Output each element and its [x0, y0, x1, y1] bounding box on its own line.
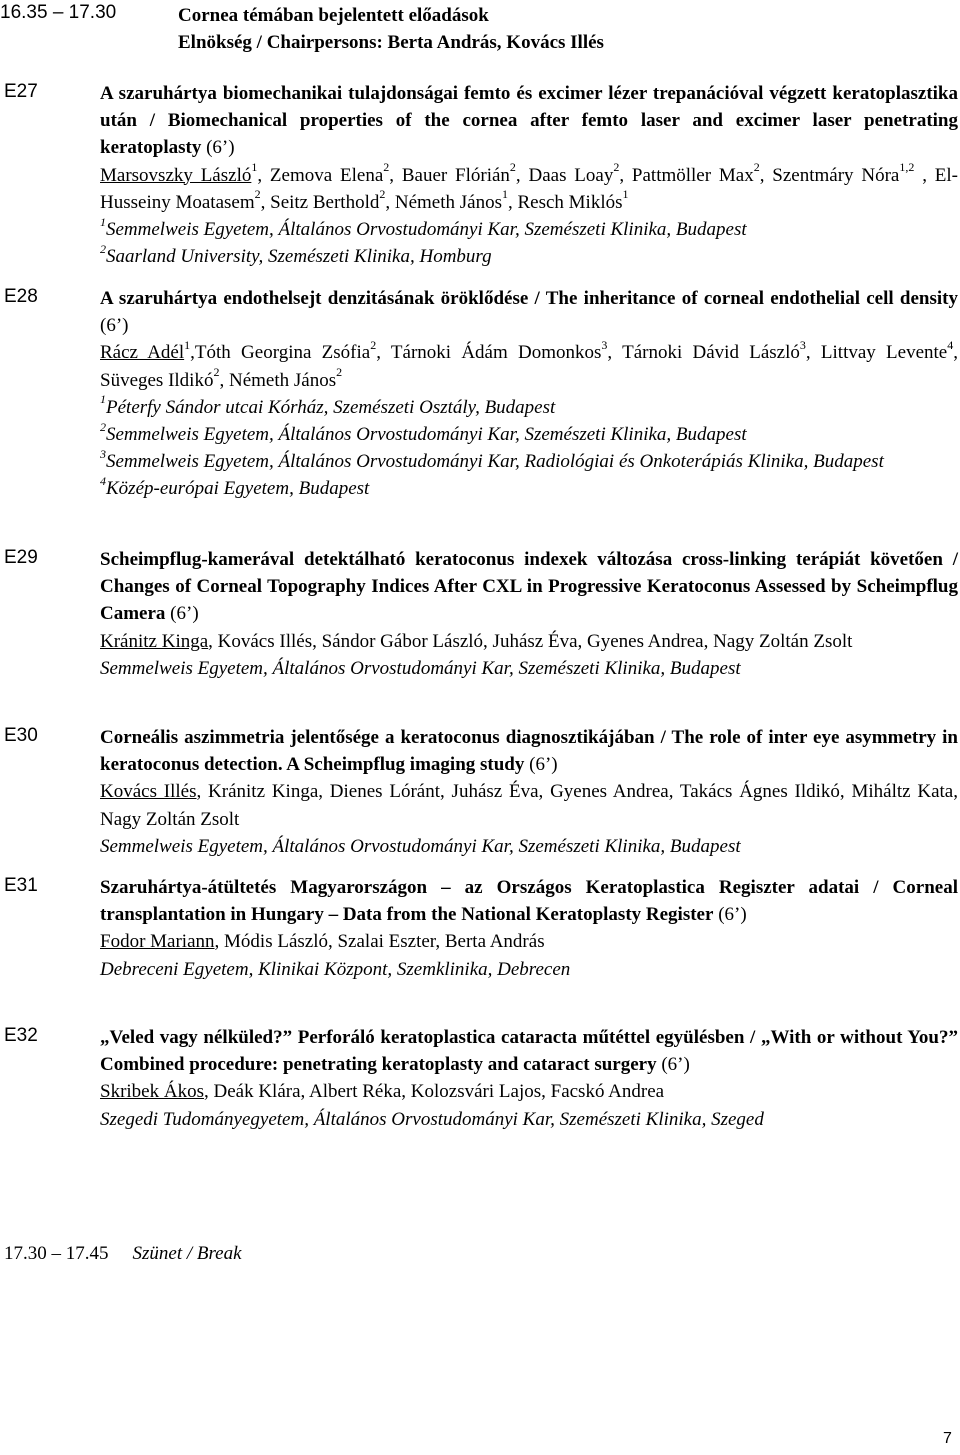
coauthor-affiliation-index: 2: [383, 160, 390, 175]
coauthor-affiliation-index: 2: [370, 338, 377, 353]
author-list: [100, 778, 958, 832]
affiliation: [100, 394, 958, 421]
coauthor-affiliation-index: 2: [753, 160, 760, 175]
affiliation-text: Debreceni Egyetem, Klinikai Központ, Szemklinika, Debrecen: [100, 958, 571, 980]
talk-duration: (6’): [718, 904, 747, 926]
author-list: [100, 162, 958, 216]
talk-duration: (6’): [100, 315, 129, 337]
session-time: 16.35 – 17.30: [0, 2, 117, 23]
abstract-title-text: „Veled vagy nélküled?” Perforáló keratoplastica cataracta műtéttel együlésben / „With or without You?” Combined procedure: penetrating keratoplasty and cataract surgery: [100, 1027, 958, 1076]
abstract-title: [100, 874, 958, 928]
affiliation-text: Péterfy Sándor utcai Kórház, Szemészeti Osztály, Budapest: [106, 396, 556, 418]
affiliation-text: Szegedi Tudományegyetem, Általános Orvostudományi Kar, Szemészeti Klinika, Szeged: [100, 1108, 764, 1130]
abstract-body: [100, 1024, 958, 1133]
abstract-body: [100, 80, 958, 270]
abstract-code: E27: [4, 81, 38, 102]
affiliation-index: 3: [100, 446, 106, 461]
affiliation-text: Közép-európai Egyetem, Budapest: [106, 478, 370, 500]
presenter-affiliation-index: 1: [251, 160, 258, 175]
affiliation-text: Saarland University, Szemészeti Klinika, Homburg: [106, 246, 492, 268]
coauthor-affiliation-index: 2: [379, 187, 386, 202]
coauthor-name: , Littvay Levente: [805, 342, 948, 364]
session-chairs: Elnökség / Chairpersons: Berta András, Kovács Illés: [178, 32, 604, 53]
session-title: Cornea témában bejelentett előadások: [178, 5, 489, 26]
abstract-title-text: Szaruhártya-átültetés Magyarországon – az Országos Keratoplastica Regiszter adatai / Corneal transplantation in Hungary – Data from the National Keratoplasty Register: [100, 877, 958, 926]
affiliation-text: Semmelweis Egyetem, Általános Orvostudományi Kar, Szemészeti Klinika, Budapest: [100, 657, 741, 679]
coauthor-name: , Deák Klára, Albert Réka, Kolozsvári Lajos, Facskó Andrea: [203, 1081, 665, 1103]
coauthor-name: , Németh János: [219, 369, 337, 391]
abstract-code: E32: [4, 1025, 38, 1046]
talk-duration: (6’): [529, 754, 558, 776]
abstract-code: E31: [4, 875, 38, 896]
coauthor-affiliation-index: 3: [601, 338, 608, 353]
coauthor-name: , Pattmöller Max: [619, 164, 754, 186]
affiliation: [100, 956, 958, 983]
affiliation: [100, 448, 958, 475]
abstract-title-text: A szaruhártya endothelsejt denzitásának öröklődése / The inheritance of corneal endothelial cell density: [100, 288, 958, 309]
coauthor-affiliation-index: 1: [622, 187, 629, 202]
presenter-name: Kovács Illés: [100, 781, 197, 803]
abstract-body: [100, 724, 958, 860]
coauthor-affiliation-index: 2: [213, 365, 220, 380]
affiliation-index: 1: [100, 392, 106, 407]
coauthor-name: , Bauer Flórián: [389, 164, 510, 186]
coauthor-name: , Zemova Elena: [257, 164, 384, 186]
talk-duration: (6’): [206, 137, 235, 159]
abstract-body: [100, 285, 958, 503]
break-time: 17.30 – 17.45: [4, 1243, 109, 1264]
coauthor-affiliation-index: 3: [799, 338, 806, 353]
coauthor-affiliation-index: 2: [613, 160, 620, 175]
abstract-code: E29: [4, 547, 38, 568]
abstract-title: [100, 1024, 958, 1078]
session-titles: [178, 2, 938, 56]
abstract-title-text: A szaruhártya biomechanikai tulajdonságai femto és excimer lézer trepanációval végzett keratoplasztika után / Biomechanical properties of the cornea after femto laser and excimer laser penetrating keratoplasty: [100, 83, 958, 159]
coauthor-affiliation-index: 1: [501, 187, 508, 202]
coauthor-name: , El-Husseiny Moatasem: [100, 164, 958, 213]
abstract-title: [100, 285, 958, 339]
author-list: [100, 1078, 958, 1105]
affiliation: [100, 833, 958, 860]
affiliation: [100, 421, 958, 448]
coauthor-name: , Szentmáry Nóra: [759, 164, 900, 186]
presenter-name: Rácz Adél: [100, 342, 185, 364]
affiliation-text: Semmelweis Egyetem, Általános Orvostudományi Kar, Szemészeti Klinika, Budapest: [106, 424, 747, 446]
presenter-name: Kránitz Kinga: [100, 630, 209, 652]
affiliation: [100, 655, 958, 682]
coauthor-affiliation-index: 2: [509, 160, 516, 175]
affiliation-index: 2: [100, 241, 106, 256]
affiliation-index: 2: [100, 419, 106, 434]
coauthor-name: , Süveges Ildikó: [100, 342, 958, 391]
coauthor-name: , Németh János: [385, 191, 502, 213]
coauthor-name: ,Tóth Georgina Zsófia: [190, 342, 371, 364]
author-list: [100, 339, 958, 393]
affiliation-index: 1: [100, 214, 106, 229]
coauthor-name: , Kovács Illés, Sándor Gábor László, Juhász Éva, Gyenes Andrea, Nagy Zoltán Zsolt: [208, 630, 853, 652]
coauthor-name: , Resch Miklós: [507, 191, 623, 213]
abstract-title: [100, 724, 958, 778]
presenter-name: Marsovszky László: [100, 164, 252, 186]
coauthor-name: , Tárnoki Ádám Domonkos: [376, 342, 602, 364]
affiliation-text: Semmelweis Egyetem, Általános Orvostudományi Kar, Radiológiai és Onkoterápiás Klinika, Budapest: [106, 451, 884, 473]
coauthor-name: , Kránitz Kinga, Dienes Lóránt, Juhász Éva, Gyenes Andrea, Takács Ágnes Ildikó, Miháltz Kata, Nagy Zoltán Zsolt: [100, 781, 958, 830]
abstract-body: [100, 546, 958, 682]
coauthor-name: , Módis László, Szalai Eszter, Berta András: [214, 931, 545, 953]
coauthor-name: , Seitz Berthold: [260, 191, 380, 213]
abstract-title-text: Scheimpflug-kamerával detektálható keratoconus indexek változása cross-linking terápiát követően / Changes of Corneal Topography Indices After CXL in Progressive Keratoconus Assessed by Scheimpflug Camera: [100, 549, 958, 625]
coauthor-affiliation-index: 2: [336, 365, 343, 380]
affiliation: [100, 1106, 958, 1133]
author-list: [100, 628, 958, 655]
abstract-code: E28: [4, 286, 38, 307]
affiliation-text: Semmelweis Egyetem, Általános Orvostudományi Kar, Szemészeti Klinika, Budapest: [106, 219, 747, 241]
coauthor-name: , Tárnoki Dávid László: [607, 342, 800, 364]
presenter-affiliation-index: 1: [184, 338, 191, 353]
affiliation: [100, 243, 958, 270]
break-row: [4, 1243, 242, 1265]
presenter-name: Skribek Ákos: [100, 1081, 204, 1103]
abstract-code: E30: [4, 725, 38, 746]
author-list: [100, 928, 958, 955]
talk-duration: (6’): [661, 1054, 690, 1076]
break-label: Szünet / Break: [132, 1243, 242, 1264]
abstract-title: [100, 80, 958, 162]
coauthor-affiliation-index: 1,2: [899, 160, 915, 175]
coauthor-affiliation-index: 2: [254, 187, 261, 202]
coauthor-name: , Daas Loay: [515, 164, 614, 186]
abstract-title: [100, 546, 958, 628]
presenter-name: Fodor Mariann: [100, 931, 215, 953]
affiliation-index: 4: [100, 474, 106, 489]
coauthor-affiliation-index: 4: [947, 338, 954, 353]
page-number: 7: [943, 1430, 952, 1447]
abstract-body: [100, 874, 958, 983]
abstract-title-text: Corneális aszimmetria jelentősége a keratoconus diagnosztikájában / The role of inter eye asymmetry in keratoconus detection. A Scheimpflug imaging study: [100, 727, 958, 776]
affiliation-text: Semmelweis Egyetem, Általános Orvostudományi Kar, Szemészeti Klinika, Budapest: [100, 835, 741, 857]
affiliation: [100, 216, 958, 243]
talk-duration: (6’): [170, 603, 199, 625]
affiliation: [100, 475, 958, 502]
